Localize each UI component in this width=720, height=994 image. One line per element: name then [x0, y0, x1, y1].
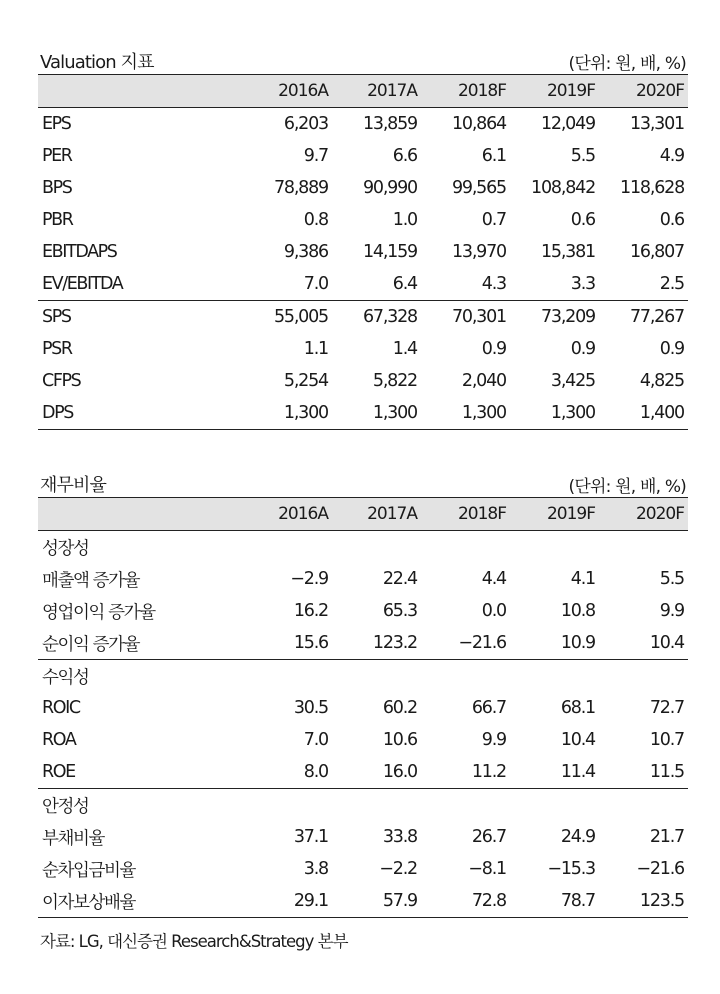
value-cell: 77,267 — [599, 301, 688, 334]
value-cell: 0.9 — [570, 339, 595, 359]
value-cell: 13,859 — [362, 114, 417, 134]
value-cell: 14,159 — [362, 242, 417, 262]
header-blank — [38, 498, 243, 531]
value-cell: 72.8 — [421, 885, 510, 918]
header-blank — [38, 75, 243, 108]
valuation-title-row — [38, 40, 688, 74]
ratios-title: 재무비율 — [40, 475, 106, 496]
row-label: BPS — [42, 178, 72, 198]
table-row — [38, 108, 688, 141]
ratios-table — [38, 497, 688, 918]
column-header: 2017A — [367, 81, 417, 101]
row-label: EPS — [42, 114, 71, 134]
column-header: 2016A — [278, 81, 328, 101]
ratios-header-row — [38, 498, 688, 531]
column-header: 2016A — [278, 504, 328, 524]
value-cell: 6,203 — [283, 114, 328, 134]
value-cell: 24.9 — [560, 827, 595, 847]
value-cell: 123.2 — [372, 633, 417, 653]
column-header: 2019F — [546, 81, 595, 101]
column-header: 2018F — [457, 81, 506, 101]
document — [38, 40, 688, 952]
value-cell: 1.1 — [303, 339, 328, 359]
table-row — [38, 692, 688, 724]
value-cell: 29.1 — [243, 885, 332, 918]
row-label: 순이익 증가율 — [42, 634, 140, 655]
row-label: ROE — [42, 762, 75, 782]
value-cell: 65.3 — [382, 601, 417, 621]
value-cell: 10.6 — [382, 730, 417, 750]
value-cell: 11.2 — [471, 762, 506, 782]
value-cell: 1.0 — [392, 210, 417, 230]
value-cell: 99,565 — [451, 178, 506, 198]
row-label: 이자보상배율 — [38, 885, 243, 918]
value-cell: 1,300 — [510, 397, 599, 430]
ratios-title-row — [38, 463, 688, 497]
table-row — [38, 172, 688, 204]
value-cell: 12,049 — [540, 114, 595, 134]
value-cell: 55,005 — [243, 301, 332, 334]
valuation-title: Valuation 지표 — [40, 52, 154, 73]
valuation-unit: (단위: 원, 배, %) — [568, 54, 686, 74]
value-cell: 5.5 — [659, 569, 684, 589]
row-label: CFPS — [42, 371, 81, 391]
value-cell: 0.9 — [659, 339, 684, 359]
value-cell: 11.5 — [649, 762, 684, 782]
section-row — [38, 789, 688, 822]
table-row — [38, 821, 688, 853]
value-cell: 72.7 — [649, 698, 684, 718]
value-cell: 10.4 — [560, 730, 595, 750]
value-cell: 1,300 — [332, 397, 421, 430]
value-cell: 60.2 — [382, 698, 417, 718]
table-row — [38, 140, 688, 172]
source-note: 자료: LG, 대신증권 Research&Strategy 본부 — [40, 932, 348, 951]
column-header: 2019F — [546, 504, 595, 524]
value-cell: −15.3 — [547, 859, 595, 879]
row-label: PBR — [42, 210, 73, 230]
value-cell: 1,400 — [599, 397, 688, 430]
value-cell: 68.1 — [560, 698, 595, 718]
table-row — [38, 885, 688, 918]
value-cell: −21.6 — [636, 859, 684, 879]
value-cell: 10.9 — [560, 633, 595, 653]
value-cell: 9.9 — [481, 730, 506, 750]
value-cell: 6.4 — [392, 274, 417, 294]
column-header: 2018F — [457, 504, 506, 524]
value-cell: 13,970 — [451, 242, 506, 262]
value-cell: 15.6 — [293, 633, 328, 653]
value-cell: 123.5 — [599, 885, 688, 918]
section-label: 수익성 — [38, 660, 688, 693]
value-cell: 5,254 — [283, 371, 328, 391]
row-label: PER — [42, 146, 72, 166]
row-label: 부채비율 — [42, 828, 105, 849]
value-cell: 118,628 — [620, 178, 684, 198]
value-cell: 10,864 — [451, 114, 506, 134]
table-row — [38, 853, 688, 885]
value-cell: 0.6 — [659, 210, 684, 230]
value-cell: 78,889 — [273, 178, 328, 198]
value-cell: 9,386 — [283, 242, 328, 262]
section-row — [38, 660, 688, 693]
value-cell: 66.7 — [471, 698, 506, 718]
value-cell: −8.1 — [468, 859, 506, 879]
value-cell: 22.4 — [382, 569, 417, 589]
row-label: EBITDAPS — [42, 242, 117, 262]
value-cell: 3.8 — [303, 859, 328, 879]
column-header: 2017A — [367, 504, 417, 524]
value-cell: 10.7 — [649, 730, 684, 750]
value-cell: 73,209 — [510, 301, 599, 334]
value-cell: −2.2 — [379, 859, 417, 879]
table-row — [38, 204, 688, 236]
value-cell: 2,040 — [461, 371, 506, 391]
value-cell: −2.9 — [290, 569, 328, 589]
value-cell: 13,301 — [629, 114, 684, 134]
value-cell: 10.4 — [649, 633, 684, 653]
valuation-header-row — [38, 75, 688, 108]
value-cell: 26.7 — [471, 827, 506, 847]
value-cell: 37.1 — [293, 827, 328, 847]
table-row — [38, 756, 688, 789]
value-cell: 1,300 — [243, 397, 332, 430]
value-cell: 57.9 — [332, 885, 421, 918]
value-cell: 3.3 — [570, 274, 595, 294]
value-cell: 10.8 — [560, 601, 595, 621]
row-label: 매출액 증가율 — [42, 570, 140, 591]
table-row — [38, 301, 688, 334]
value-cell: 6.1 — [481, 146, 506, 166]
table-row — [38, 268, 688, 301]
value-cell: 9.7 — [303, 146, 328, 166]
value-cell: 4.9 — [659, 146, 684, 166]
column-header: 2020F — [635, 81, 684, 101]
row-label: 순차입금비율 — [42, 860, 136, 881]
value-cell: 21.7 — [649, 827, 684, 847]
value-cell: 1.4 — [392, 339, 417, 359]
value-cell: 7.0 — [303, 274, 328, 294]
table-row — [38, 627, 688, 660]
value-cell: 33.8 — [382, 827, 417, 847]
value-cell: 70,301 — [421, 301, 510, 334]
table-row — [38, 563, 688, 595]
value-cell: 4,825 — [639, 371, 684, 391]
section-label: 안정성 — [38, 789, 688, 822]
value-cell: 8.0 — [303, 762, 328, 782]
value-cell: 4.1 — [570, 569, 595, 589]
row-label: ROA — [42, 730, 76, 750]
table-row — [38, 595, 688, 627]
value-cell: −21.6 — [458, 633, 506, 653]
table-row — [38, 724, 688, 756]
value-cell: 4.4 — [481, 569, 506, 589]
table-row — [38, 333, 688, 365]
value-cell: 0.7 — [481, 210, 506, 230]
value-cell: 3,425 — [550, 371, 595, 391]
row-label: DPS — [38, 397, 243, 430]
value-cell: 5.5 — [570, 146, 595, 166]
value-cell: 30.5 — [293, 698, 328, 718]
row-label: ROIC — [42, 698, 80, 718]
value-cell: 6.6 — [392, 146, 417, 166]
value-cell: 78.7 — [510, 885, 599, 918]
value-cell: 11.4 — [560, 762, 595, 782]
value-cell: 0.9 — [481, 339, 506, 359]
value-cell: 16.2 — [293, 601, 328, 621]
row-label: 영업이익 증가율 — [42, 602, 155, 623]
table-row — [38, 365, 688, 397]
value-cell: 0.6 — [570, 210, 595, 230]
row-label: SPS — [38, 301, 243, 334]
table-row — [38, 236, 688, 268]
value-cell: 4.3 — [481, 274, 506, 294]
value-cell: 90,990 — [362, 178, 417, 198]
value-cell: 0.0 — [481, 601, 506, 621]
value-cell: 16.0 — [382, 762, 417, 782]
section-label: 성장성 — [42, 538, 89, 559]
column-header: 2020F — [635, 504, 684, 524]
table-row — [38, 397, 688, 430]
value-cell: 108,842 — [531, 178, 595, 198]
value-cell: 2.5 — [659, 274, 684, 294]
ratios-unit: (단위: 원, 배, %) — [568, 477, 686, 497]
value-cell: 15,381 — [540, 242, 595, 262]
row-label: EV/EBITDA — [42, 274, 123, 294]
value-cell: 16,807 — [629, 242, 684, 262]
row-label: PSR — [42, 339, 72, 359]
value-cell: 1,300 — [421, 397, 510, 430]
section-row — [38, 531, 688, 564]
value-cell: 67,328 — [332, 301, 421, 334]
value-cell: 9.9 — [659, 601, 684, 621]
value-cell: 0.8 — [303, 210, 328, 230]
valuation-table — [38, 74, 688, 430]
value-cell: 5,822 — [372, 371, 417, 391]
value-cell: 7.0 — [303, 730, 328, 750]
